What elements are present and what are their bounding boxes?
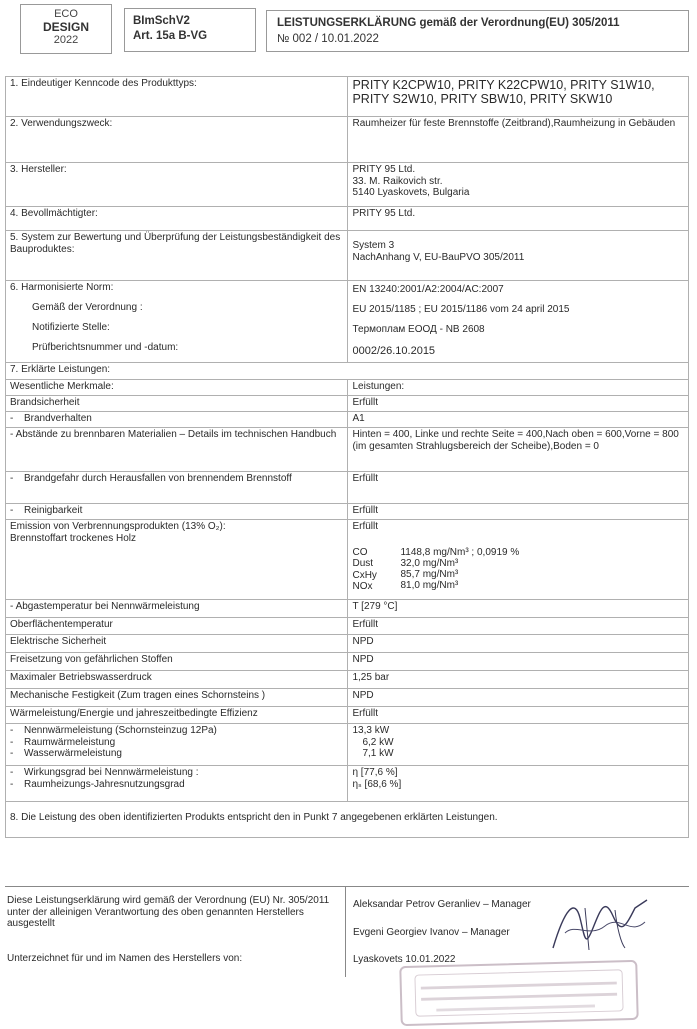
blm-line1: BImSchV2 — [133, 15, 190, 27]
perf-label: Wärmeleistung/Energie und jahreszeitbedingte Effizienz — [6, 707, 348, 724]
s3-value-line1: PRITY 95 Ltd. — [352, 164, 416, 175]
emission-row — [6, 520, 689, 600]
eco-design-badge — [20, 4, 112, 54]
row-s5 — [6, 231, 689, 281]
efficiency-values — [348, 766, 689, 802]
perf-row — [6, 653, 689, 671]
perf-value: Erfüllt — [348, 707, 689, 724]
s3-value-line3: 5140 Lyaskovets, Bulgaria — [352, 187, 470, 198]
row-s3 — [6, 163, 689, 207]
perf-value: T [279 °C] — [348, 600, 689, 618]
perf-value: Erfüllt — [348, 618, 689, 635]
power-value-2: 6,2 kW — [362, 736, 394, 748]
perf-row — [6, 412, 689, 428]
emission-name: CO — [352, 546, 368, 558]
handwritten-signature — [545, 888, 655, 963]
power-label-3: - Wasserwärmeleistung — [10, 748, 122, 759]
perf-row — [6, 396, 689, 412]
s4-value: PRITY 95 Ltd. — [348, 207, 689, 231]
company-stamp — [399, 960, 638, 1026]
s2-value: Raumheizer für feste Brennstoffe (Zeitbrand),Raumheizung in Gebäuden — [348, 117, 689, 163]
perf-row — [6, 671, 689, 689]
s7-label: 7. Erklärte Leistungen: — [6, 363, 689, 380]
perf-label: Brandsicherheit — [6, 396, 348, 412]
emission-name: NOx — [352, 581, 373, 592]
perf-value: 1,25 bar — [348, 671, 689, 689]
eff-label-1: - Wirkungsgrad bei Nennwärmeleistung : — [10, 767, 199, 778]
efficiency-labels — [6, 766, 348, 802]
perf-label: - Brandverhalten — [6, 412, 348, 428]
signer-1: Aleksandar Petrov Geranliev – Manager — [353, 899, 531, 910]
perf-row — [6, 689, 689, 707]
place-date: Lyaskovets 10.01.2022 — [353, 954, 456, 965]
row-s1 — [6, 77, 689, 117]
perf-label: Elektrische Sicherheit — [6, 635, 348, 653]
row-s6 — [6, 281, 689, 363]
document-header — [20, 4, 689, 59]
perf-value: A1 — [348, 412, 689, 428]
perf-label: Oberflächentemperatur — [6, 618, 348, 635]
declaration-table — [5, 76, 689, 838]
s8-text: 8. Die Leistung des oben identifizierten Produkts entspricht den in Punkt 7 angegebenen erklärten Leistungen. — [6, 802, 689, 838]
emission-value: 1148,8 mg/Nm³ ; 0,0919 % — [400, 546, 520, 558]
power-label-2: - Raumwärmeleistung — [10, 736, 116, 748]
power-labels — [6, 724, 348, 766]
declaration-title: LEISTUNGSERKLÄRUNG gemäß der Verordnung(EU) 305/2011 — [277, 17, 620, 29]
perf-row — [6, 472, 689, 504]
row-s8 — [6, 802, 689, 838]
s6-labels — [6, 281, 348, 363]
perf-value: Erfüllt — [348, 504, 689, 520]
s3-value — [348, 163, 689, 207]
s6-value: EN 13240:2001/A2:2004/AC:2007 — [352, 284, 504, 295]
s5-value-line2: NachAnhang V, EU-BauPVO 305/2011 — [352, 251, 525, 263]
perf-label: - Brandgefahr durch Herausfallen von brennendem Brennstoff — [6, 472, 348, 504]
efficiency-row — [6, 766, 689, 802]
emission-value: 81,0 mg/Nm³ — [400, 579, 459, 591]
emission-label-line2: Brennstoffart trockenes Holz — [10, 532, 136, 544]
eff-label-2: - Raumheizungs-Jahresnutzungsgrad — [10, 778, 185, 790]
s5-value — [348, 231, 689, 281]
s3-label: 3. Hersteller: — [6, 163, 348, 207]
s3-value-line2: 33. M. Raikovich str. — [352, 175, 443, 187]
perf-label: Maximaler Betriebswasserdruck — [6, 671, 348, 689]
row-s2 — [6, 117, 689, 163]
eff-value-2: ηₛ [68,6 %] — [352, 778, 402, 790]
perf-value: NPD — [348, 689, 689, 707]
perf-label: - Abgastemperatur bei Nennwärmeleistung — [6, 600, 348, 618]
perf-label: - Reinigbarkeit — [6, 504, 348, 520]
eff-value-1: η [77,6 %] — [352, 767, 398, 778]
s1-value: PRITY K2CPW10, PRITY K22CPW10, PRITY S1W10, PRITY S2W10, PRITY SBW10, PRITY SKW10 — [348, 77, 689, 117]
s5-label: 5. System zur Bewertung und Überprüfung der Leistungsbeständigkeit des Bauproduktes: — [6, 231, 348, 281]
emission-label — [6, 520, 348, 600]
s2-label: 2. Verwendungszweck: — [6, 117, 348, 163]
emission-values — [348, 520, 689, 600]
power-value-3: 7,1 kW — [362, 748, 394, 759]
perf-head — [6, 380, 689, 396]
s6-report-value: 0002/26.10.2015 — [352, 345, 436, 357]
s6-report-label: Prüfberichtsnummer und -datum: — [32, 342, 179, 353]
emission-name: Dust — [352, 558, 374, 569]
row-s7 — [6, 363, 689, 380]
perf-label: - Abstände zu brennbaren Materialien – Details im technischen Handbuch — [6, 428, 348, 472]
blmschv-badge — [124, 8, 256, 52]
declaration-number: № 002 / 10.01.2022 — [277, 33, 379, 45]
footer-left-sign: Unterzeichnet für und im Namen des Herstellers von: — [7, 953, 243, 964]
emission-value: 85,7 mg/Nm³ — [400, 568, 459, 580]
row-s4 — [6, 207, 689, 231]
s6-reg-value: EU 2015/1185 ; EU 2015/1186 vom 24 april 2015 — [352, 304, 570, 315]
perf-head-label: Wesentliche Merkmale: — [6, 380, 348, 396]
emission-value: 32,0 mg/Nm³ — [400, 557, 459, 569]
s4-label: 4. Bevollmächtigter: — [6, 207, 348, 231]
perf-row — [6, 618, 689, 635]
footer-divider — [345, 887, 346, 977]
s5-value-line1: System 3 — [352, 240, 395, 251]
emission-name: CxHy — [352, 569, 377, 581]
s6-label: 6. Harmonisierte Norm: — [10, 282, 114, 293]
perf-label: Mechanische Festigkeit (Zum tragen eines Schornsteins ) — [6, 689, 348, 707]
emission-label-line1: Emission von Verbrennungsprodukten (13% O₂): — [10, 521, 226, 532]
declaration-title-box — [266, 10, 689, 52]
s6-reg-label: Gemäß der Verordnung : — [32, 302, 143, 313]
power-values — [348, 724, 689, 766]
power-value-1: 13,3 kW — [352, 725, 390, 736]
perf-value: Erfüllt — [348, 472, 689, 504]
perf-value: Erfüllt — [348, 396, 689, 412]
power-label-1: - Nennwärmeleistung (Schornsteinzug 12Pa) — [10, 725, 217, 736]
stamp-marks — [401, 962, 636, 1024]
perf-row — [6, 428, 689, 472]
emission-value-head: Erfüllt — [352, 521, 379, 532]
s1-label: 1. Eindeutiger Kenncode des Produkttyps: — [6, 77, 348, 117]
eco-line3: 2022 — [53, 34, 79, 46]
perf-value: Hinten = 400, Linke und rechte Seite = 400,Nach oben = 600,Vorne = 800 (im gesamten Strahlugsbereich der Scheibe),Boden = 0 — [348, 428, 689, 472]
perf-head-value: Leistungen: — [348, 380, 689, 396]
eco-line2: DESIGN — [42, 20, 89, 34]
signer-2: Evgeni Georgiev Ivanov – Manager — [353, 927, 510, 938]
emission-list — [352, 547, 684, 593]
s6-notified-value: Термоплам ЕООД - NB 2608 — [352, 324, 485, 335]
perf-value: NPD — [348, 635, 689, 653]
s6-values — [348, 281, 689, 363]
eco-line1: ECO — [54, 8, 78, 20]
perf-label: Freisetzung von gefährlichen Stoffen — [6, 653, 348, 671]
s6-notified-label: Notifizierte Stelle: — [32, 322, 110, 333]
power-row — [6, 724, 689, 766]
blm-line2: Art. 15a B-VG — [133, 30, 208, 42]
perf-row — [6, 635, 689, 653]
footer-left-text: Diese Leistungserklärung wird gemäß der Verordnung (EU) Nr. 305/2011 unter der alleinigen Verantwortung des oben genannten Herstellers ausgestellt — [7, 895, 330, 929]
perf-row — [6, 504, 689, 520]
perf-row — [6, 707, 689, 724]
perf-value: NPD — [348, 653, 689, 671]
perf-row — [6, 600, 689, 618]
